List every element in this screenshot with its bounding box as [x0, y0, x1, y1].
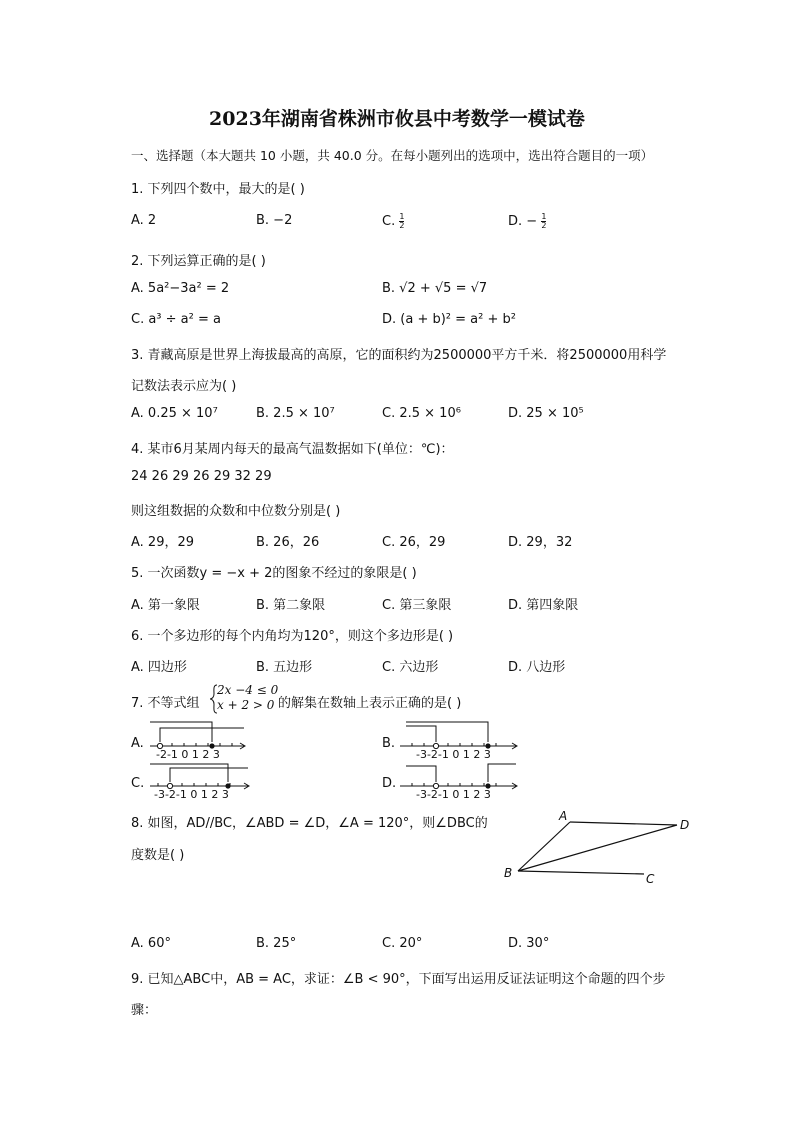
- q4-stem-line2: 则这组数据的众数和中位数分别是( ): [131, 504, 341, 519]
- q1-stem: 1. 下列四个数中，最大的是( ): [131, 182, 305, 197]
- q7-numberline-c: [148, 758, 252, 800]
- q7-inequality-2: x + 2 > 0: [217, 698, 275, 712]
- q1-d-num: 1: [541, 212, 547, 221]
- q7-inequality-1: 2x −4 ≤ 0: [217, 683, 279, 697]
- q7-prefix: 7. 不等式组: [131, 696, 200, 711]
- q1-option-b: B. −2: [256, 213, 293, 228]
- q5-stem: 5. 一次函数y = −x + 2的图象不经过的象限是( ): [131, 566, 417, 581]
- q4-option-d: D. 29，32: [508, 535, 573, 550]
- q5-option-d: D. 第四象限: [508, 598, 579, 613]
- q9-stem-line1: 9. 已知△ABC中，AB = AC，求证：∠B < 90°，下面写出运用反证法证明这个命题的四个步: [131, 972, 666, 987]
- q8-option-a: A. 60°: [131, 936, 171, 951]
- q6-option-b: B. 五边形: [256, 660, 313, 675]
- q3-option-b: B. 2.5 × 10⁷: [256, 406, 335, 421]
- q1-option-d: [508, 213, 546, 230]
- q9-stem-line2: 骤：: [131, 1003, 158, 1018]
- q5-option-c: C. 第三象限: [382, 598, 452, 613]
- q8-label-a: A: [559, 809, 568, 823]
- q1-option-c-letter: C.: [382, 214, 396, 229]
- q1-c-num: 1: [399, 212, 405, 221]
- q2-stem: 2. 下列运算正确的是( ): [131, 254, 266, 269]
- q8-option-d: D. 30°: [508, 936, 550, 951]
- q7-option-b: B.: [382, 736, 396, 751]
- q1-option-d-letter: D. −: [508, 214, 538, 229]
- q3-stem-line1: 3. 青藏高原是世界上海拔最高的高原，它的面积约为2500000平方千米．将2500000用科学: [131, 348, 667, 363]
- q7-option-c: C.: [131, 776, 145, 791]
- q4-stem: 4. 某市6月某周内每天的最高气温数据如下(单位：℃)：: [131, 442, 454, 457]
- q8-stem-line2: 度数是( ): [131, 848, 185, 863]
- q4-option-a: A. 29，29: [131, 535, 195, 550]
- q8-stem-line1: 8. 如图，AD//BC，∠ABD = ∠D，∠A = 120°，则∠DBC的: [131, 816, 488, 831]
- q7-numberline-b: [398, 718, 520, 760]
- q6-option-d: D. 八边形: [508, 660, 566, 675]
- q2-option-a: A. 5a²−3a² = 2: [131, 281, 230, 296]
- q7-option-a: A.: [131, 736, 144, 751]
- q1-option-d-fraction: [541, 213, 546, 230]
- q7-option-d: D.: [382, 776, 397, 791]
- q4-option-b: B. 26，26: [256, 535, 320, 550]
- q5-option-a: A. 第一象限: [131, 598, 200, 613]
- q3-stem-line2: 记数法表示应为( ): [131, 379, 237, 394]
- section-heading: 一、选择题（本大题共 10 小题，共 40.0 分。在每小题列出的选项中，选出符合题目的一项）: [131, 148, 654, 163]
- q1-option-a: A. 2: [131, 213, 157, 228]
- q7-a-tick-labels: -2-1 0 1 2 3: [156, 748, 220, 760]
- q8-label-c: C: [646, 872, 655, 886]
- q8-option-b: B. 25°: [256, 936, 297, 951]
- q1-d-den: 2: [541, 221, 547, 230]
- q1-option-c-fraction: [399, 213, 404, 230]
- q7-b-tick-labels: -3-2-1 0 1 2 3: [416, 748, 491, 760]
- q6-stem: 6. 一个多边形的每个内角均为120°，则这个多边形是( ): [131, 629, 454, 644]
- q7-numberline-a: [148, 718, 248, 760]
- q7-numberline-d: [398, 758, 520, 800]
- q1-option-c: [382, 213, 404, 230]
- q5-option-b: B. 第二象限: [256, 598, 326, 613]
- q7-d-tick-labels: -3-2-1 0 1 2 3: [416, 788, 491, 800]
- q8-label-d: D: [680, 818, 690, 832]
- q2-option-c: C. a³ ÷ a² = a: [131, 312, 221, 327]
- q1-c-den: 2: [399, 221, 405, 230]
- q4-data: 24 26 29 26 29 32 29: [131, 469, 272, 484]
- q8-figure: [498, 805, 702, 889]
- q6-option-a: A. 四边形: [131, 660, 187, 675]
- q3-option-c: C. 2.5 × 10⁶: [382, 406, 461, 421]
- q4-option-c: C. 26，29: [382, 535, 446, 550]
- exam-title: 2023年湖南省株洲市攸县中考数学一模试卷: [209, 108, 585, 130]
- q6-option-c: C. 六边形: [382, 660, 439, 675]
- q2-option-d: D. (a + b)² = a² + b²: [382, 312, 516, 327]
- q3-option-d: D. 25 × 10⁵: [508, 406, 584, 421]
- q2-option-b: B. √2 + √5 = √7: [382, 281, 488, 296]
- q8-label-b: B: [504, 866, 513, 880]
- q7-c-tick-labels: -3-2-1 0 1 2 3: [154, 788, 229, 800]
- q7-suffix: 的解集在数轴上表示正确的是( ): [278, 696, 462, 711]
- q8-option-c: C. 20°: [382, 936, 423, 951]
- q3-option-a: A. 0.25 × 10⁷: [131, 406, 218, 421]
